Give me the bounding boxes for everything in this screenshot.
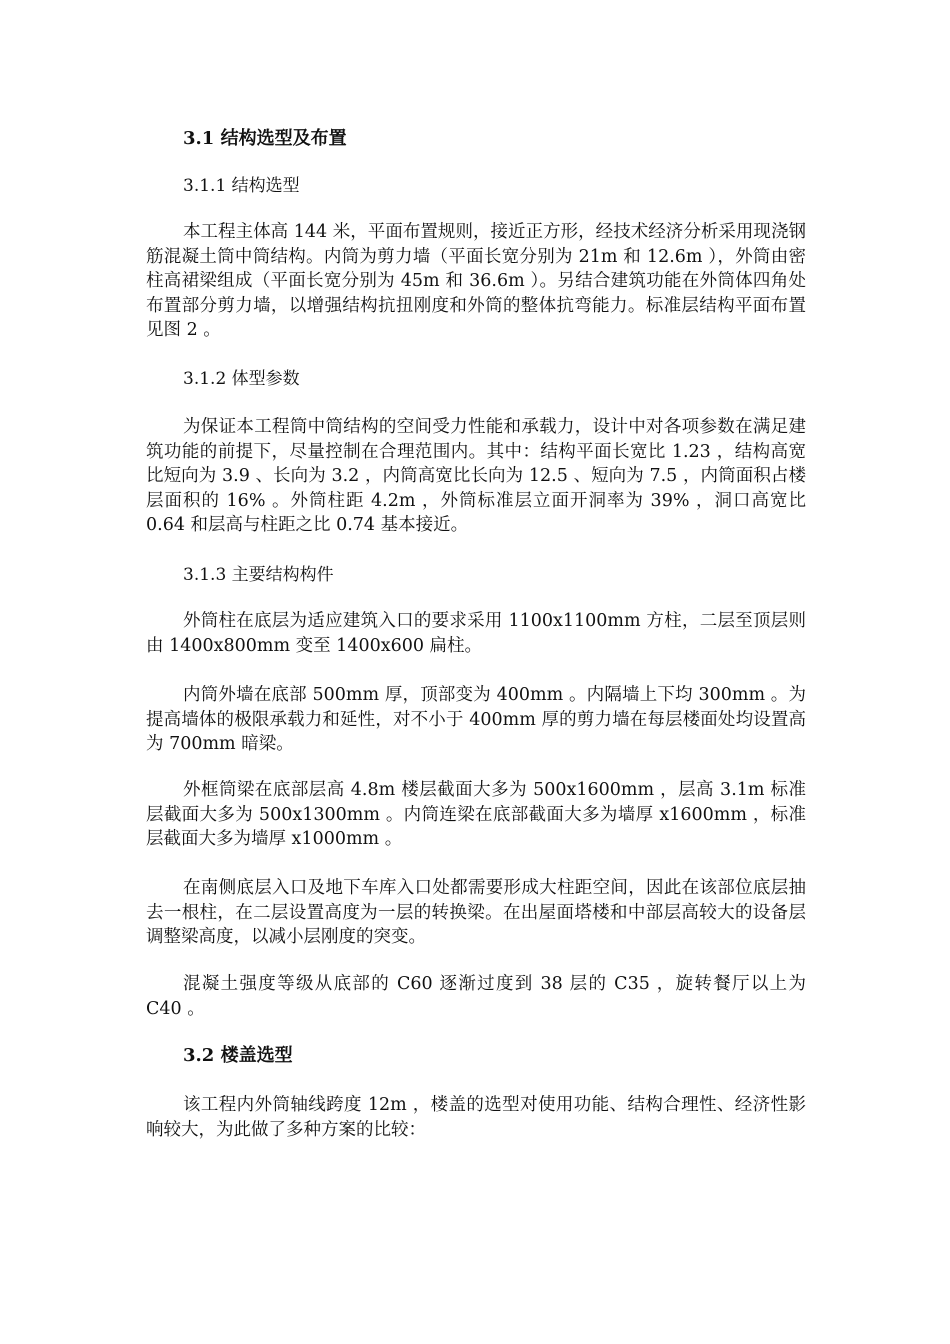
section-3-1-3-paragraph-concrete: 混凝土强度等级从底部的 C60 逐渐过度到 38 层的 C35 ，旋转餐厅以上为 C40 。	[146, 974, 806, 1019]
section-3-1-1-heading: 3.1.1 结构选型	[183, 176, 300, 196]
section-3-1-2-heading: 3.1.2 体型参数	[183, 369, 300, 389]
section-3-1-3-paragraph-transfer: 在南侧底层入口及地下车库入口处都需要形成大柱距空间，因此在该部位底层抽去一根柱，在二层设置高度为一层的转换梁。在出屋面塔楼和中部层高较大的设备层调整梁高度，以减小层刚度的突变。	[146, 878, 806, 947]
section-3-1-3-paragraph-columns: 外筒柱在底层为适应建筑入口的要求采用 1100x1100mm 方柱，二层至顶层则由 1400x800mm 变至 1400x600 扁柱。	[146, 611, 806, 656]
section-3-1-1-paragraph: 本工程主体高 144 米，平面布置规则，接近正方形，经技术经济分析采用现浇钢筋混凝土筒中筒结构。内筒为剪力墙（平面长宽分别为 21m 和 12.6m ），外筒由密柱高裙梁组成（平面长宽分别为 45m 和 36.6m ）。另结合建筑功能在外筒体四角处布置部分剪力墙，以增强结构抗扭刚度和外筒的整体抗弯能力。标准层结构平面布置见图 2 。	[146, 222, 806, 340]
section-3-1-heading: 3.1 结构选型及布置	[183, 128, 347, 149]
section-3-2-heading: 3.2 楼盖选型	[183, 1045, 293, 1066]
section-3-1-3-paragraph-walls: 内筒外墙在底部 500mm 厚，顶部变为 400mm 。内隔墙上下均 300mm 。为提高墙体的极限承载力和延性，对不小于 400mm 厚的剪力墙在每层楼面处均设置高为 700mm 暗梁。	[146, 685, 806, 754]
section-3-1-3-heading: 3.1.3 主要结构构件	[183, 565, 334, 585]
section-3-2-paragraph: 该工程内外筒轴线跨度 12m ，楼盖的选型对使用功能、结构合理性、经济性影响较大，为此做了多种方案的比较：	[146, 1095, 806, 1140]
section-3-1-2-paragraph: 为保证本工程筒中筒结构的空间受力性能和承载力，设计中对各项参数在满足建筑功能的前提下，尽量控制在合理范围内。其中：结构平面长宽比 1.23 ，结构高宽比短向为 3.9 、长向为 3.2 ，内筒高宽比长向为 12.5 、短向为 7.5 ，内筒面积占楼层面积的 16% 。外筒柱距 4.2m ，外筒标准层立面开洞率为 39% ，洞口高宽比 0.64 和层高与柱距之比 0.74 基本接近。	[146, 417, 806, 535]
section-3-1-3-paragraph-beams: 外框筒梁在底部层高 4.8m 楼层截面大多为 500x1600mm ，层高 3.1m 标准层截面大多为 500x1300mm 。内筒连梁在底部截面大多为墙厚 x1600mm ，标准层截面大多为墙厚 x1000mm 。	[146, 780, 806, 849]
